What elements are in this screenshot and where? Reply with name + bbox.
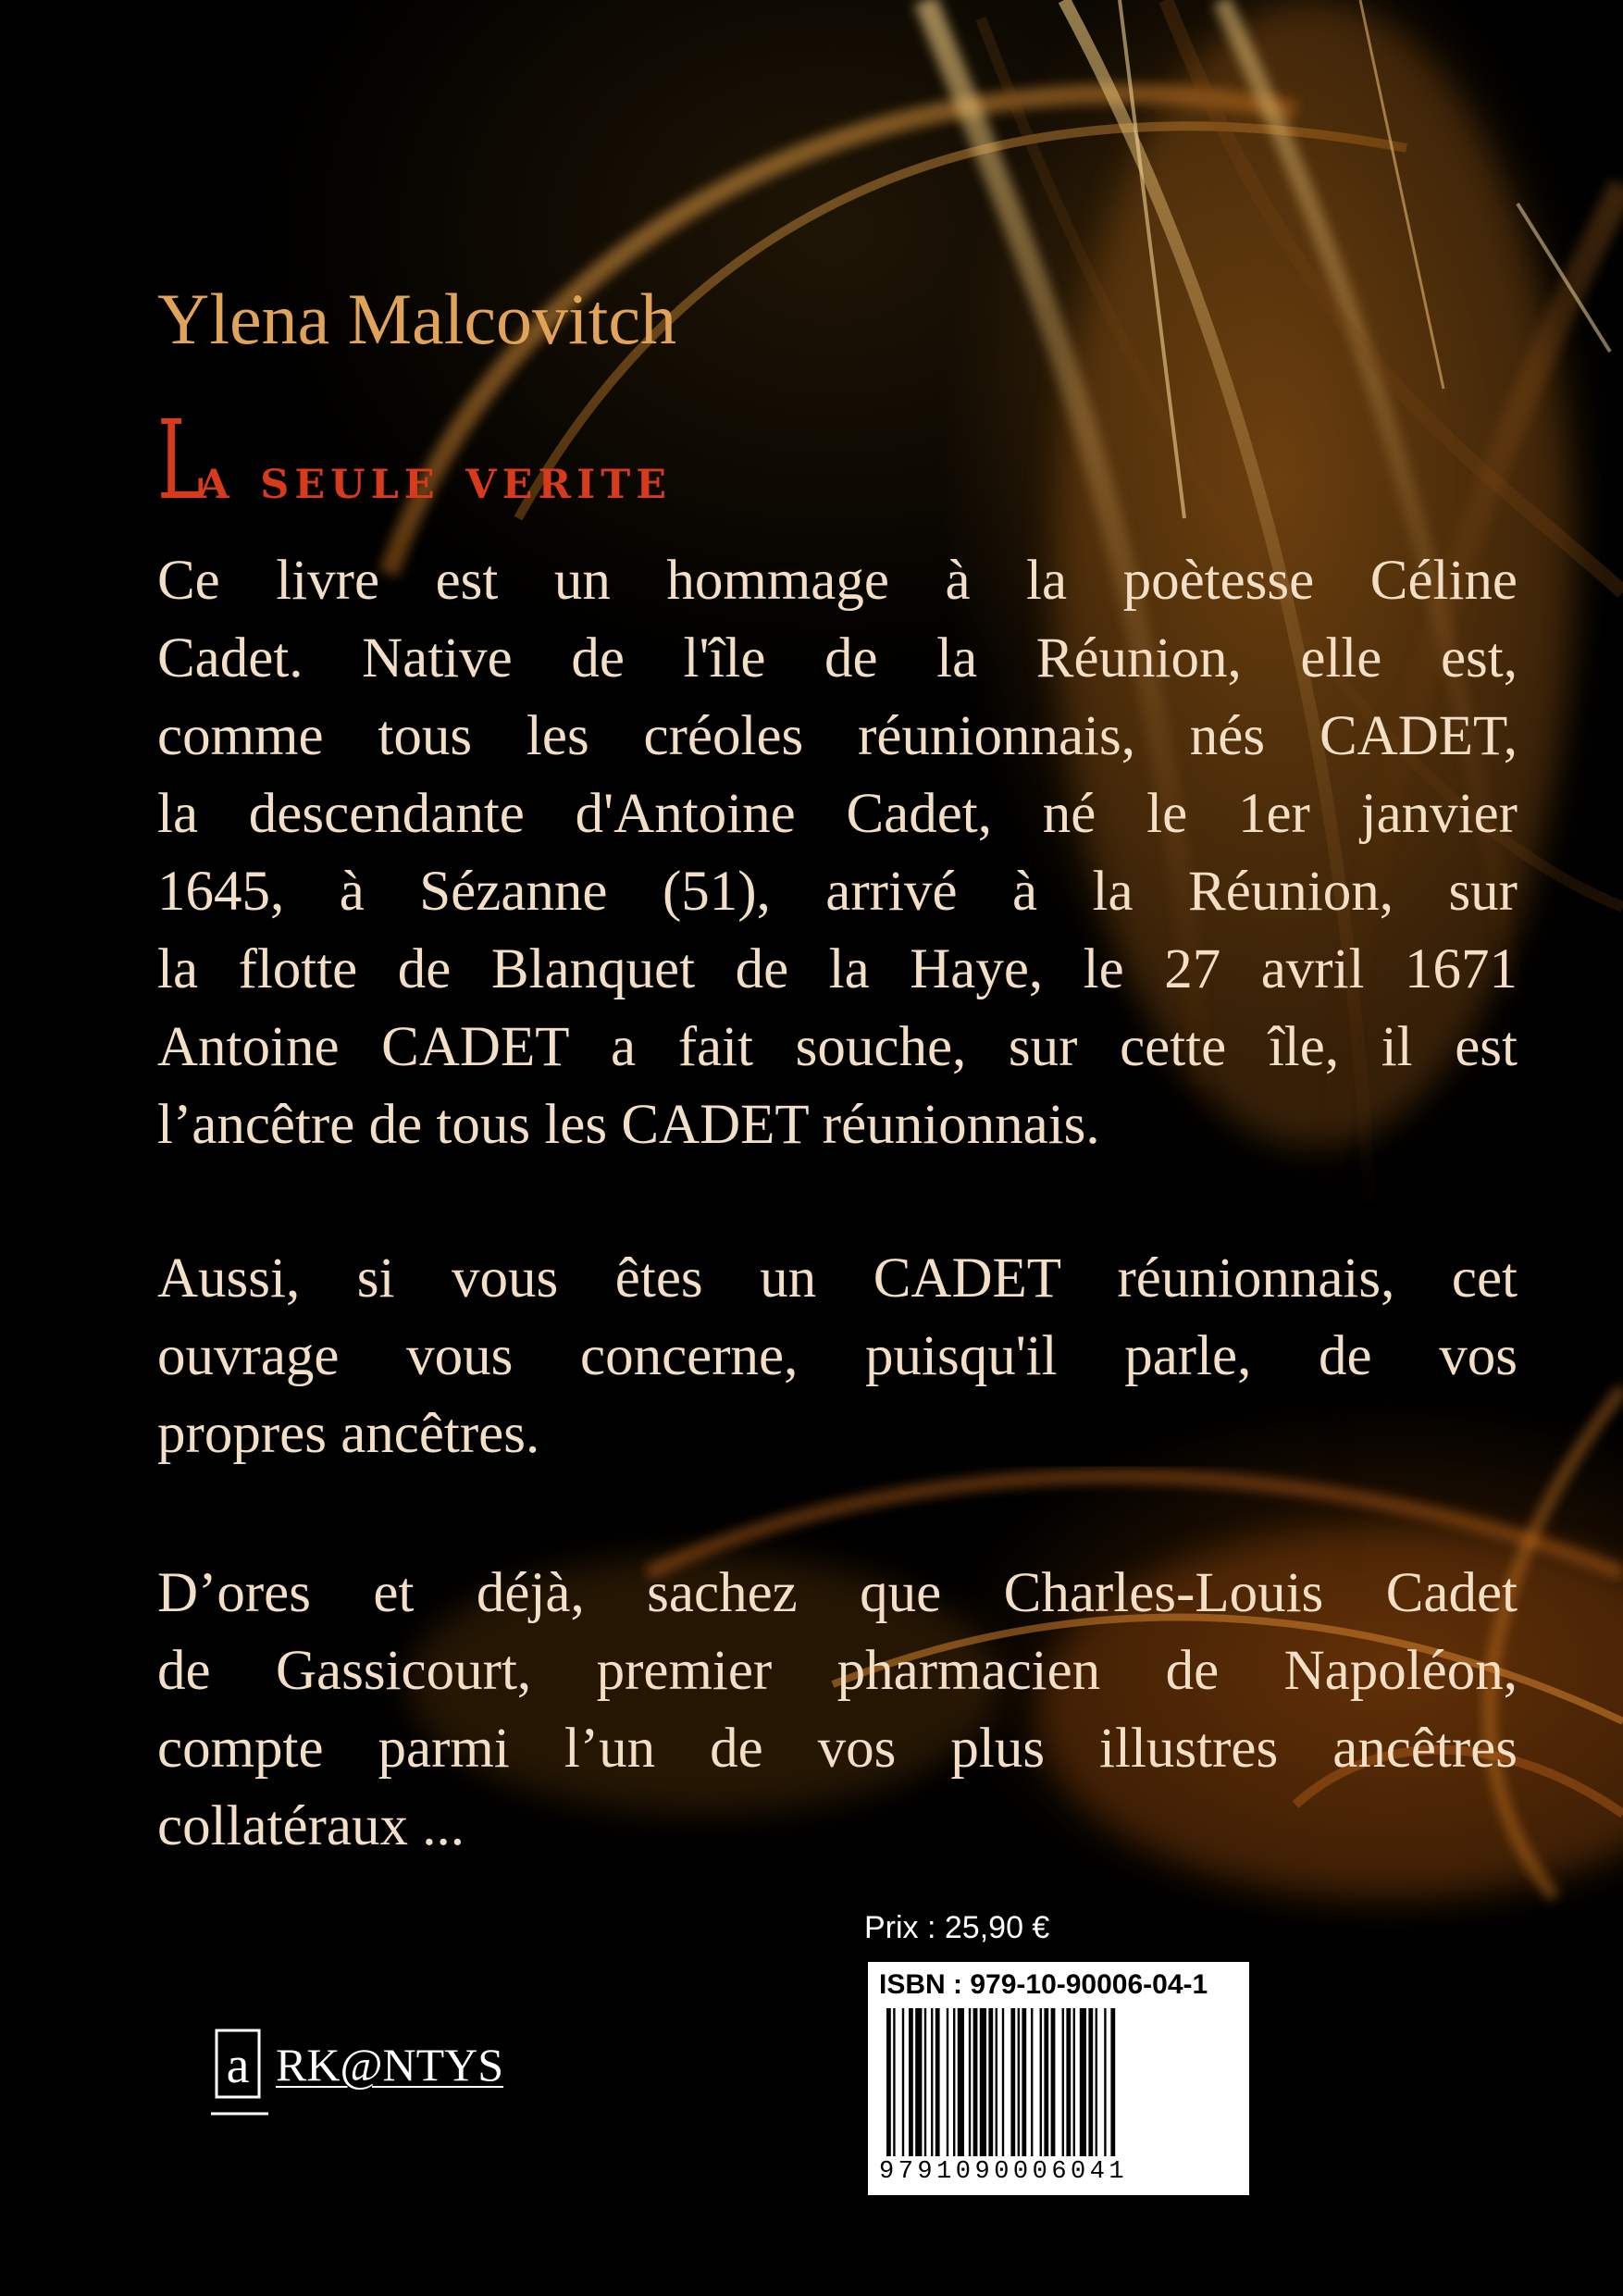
- barcode-bar: [931, 2008, 933, 2156]
- blurb-line: Aussi, si vous êtes un CADET réunionnais, cet: [157, 1247, 1518, 1309]
- blurb-line: la flotte de Blanquet de la Haye, le 27 avril 1671: [157, 938, 1518, 1000]
- blurb-line: propres ancêtres.: [157, 1403, 540, 1465]
- publisher-mark-glyph: a: [226, 2037, 250, 2094]
- blurb-line: Ce livre est un hommage à la poètesse Céline: [157, 550, 1518, 612]
- barcode-bar: [924, 2008, 926, 2156]
- blurb-line: collatéraux ...: [157, 1795, 465, 1857]
- barcode-bar: [1080, 2008, 1086, 2156]
- publisher-logo: [211, 2025, 544, 2127]
- barcode-bar: [1066, 2008, 1071, 2156]
- barcode-bar: [902, 2008, 904, 2156]
- barcode-bar: [1051, 2008, 1056, 2156]
- barcode-bar: [953, 2008, 955, 2156]
- blurb-paragraph-3: [157, 1555, 1518, 1866]
- blurb-line: l’ancêtre de tous les CADET réunionnais.: [157, 1094, 1100, 1156]
- publisher-mark-icon: [211, 2025, 268, 2127]
- publisher-name: RK@NTYS: [276, 2039, 504, 2091]
- blurb-line: D’ores et déjà, sachez que Charles-Louis Cadet: [157, 1562, 1518, 1624]
- barcode-bar: [969, 2008, 971, 2156]
- blurb-line: de Gassicourt, premier pharmacien de Napoléon,: [157, 1640, 1518, 1702]
- barcode-bar: [1040, 2008, 1042, 2156]
- blurb-line: compte parmi l’un de vos plus illustres ancêtres: [157, 1718, 1518, 1780]
- blurb-paragraph-2: [157, 1240, 1518, 1473]
- barcode-bar: [973, 2008, 978, 2156]
- barcode-bar: [935, 2008, 940, 2156]
- barcode-bar: [915, 2008, 922, 2156]
- barcode-bar: [1010, 2008, 1015, 2156]
- barcode-bar: [1096, 2008, 1097, 2156]
- barcode-bars: [885, 2008, 1233, 2156]
- barcode-bar: [980, 2008, 986, 2156]
- barcode-bar: [1002, 2008, 1004, 2156]
- barcode-digits: 9791090006041: [879, 2158, 1129, 2186]
- barcode-bar: [1062, 2008, 1064, 2156]
- book-title-rest: a seule verite: [198, 444, 672, 512]
- barcode-bar: [1073, 2008, 1075, 2156]
- barcode-bar: [1110, 2008, 1115, 2156]
- author-name: Ylena Malcovitch: [157, 279, 676, 359]
- barcode-bar: [1022, 2008, 1026, 2156]
- barcode-bar: [1088, 2008, 1093, 2156]
- isbn-number: ISBN : 979-10-90006-04-1: [879, 1969, 1208, 2000]
- barcode-bar: [947, 2008, 948, 2156]
- blurb-line: Cadet. Native de l'île de la Réunion, elle est,: [157, 627, 1518, 689]
- blurb-line: ouvrage vous concerne, puisqu'il parle, de vos: [157, 1325, 1518, 1387]
- book-title: [157, 396, 672, 524]
- barcode-bar: [893, 2008, 895, 2156]
- blurb-line: Antoine CADET a fait souche, sur cette île, il est: [157, 1016, 1518, 1078]
- blurb-paragraph-1: [157, 542, 1518, 1164]
- blurb-line: la descendante d'Antoine Cadet, né le 1er janvier: [157, 783, 1518, 845]
- barcode-bar: [958, 2008, 964, 2156]
- barcode-bar: [1018, 2008, 1020, 2156]
- barcode-bar: [988, 2008, 993, 2156]
- blurb-line: 1645, à Sézanne (51), arrivé à la Réunion, sur: [157, 861, 1518, 923]
- blurb-line: comme tous les créoles réunionnais, nés CADET,: [157, 705, 1518, 767]
- barcode-bar: [886, 2008, 891, 2156]
- barcode-bar: [1104, 2008, 1106, 2156]
- barcode-bar: [1031, 2008, 1033, 2156]
- barcode-bar: [996, 2008, 997, 2156]
- barcode-bar: [909, 2008, 913, 2156]
- isbn-barcode-block: [868, 1962, 1249, 2195]
- book-title-initial: L: [157, 396, 204, 524]
- price-label: Prix : 25,90 €: [864, 1910, 1050, 1945]
- barcode-bar: [1044, 2008, 1048, 2156]
